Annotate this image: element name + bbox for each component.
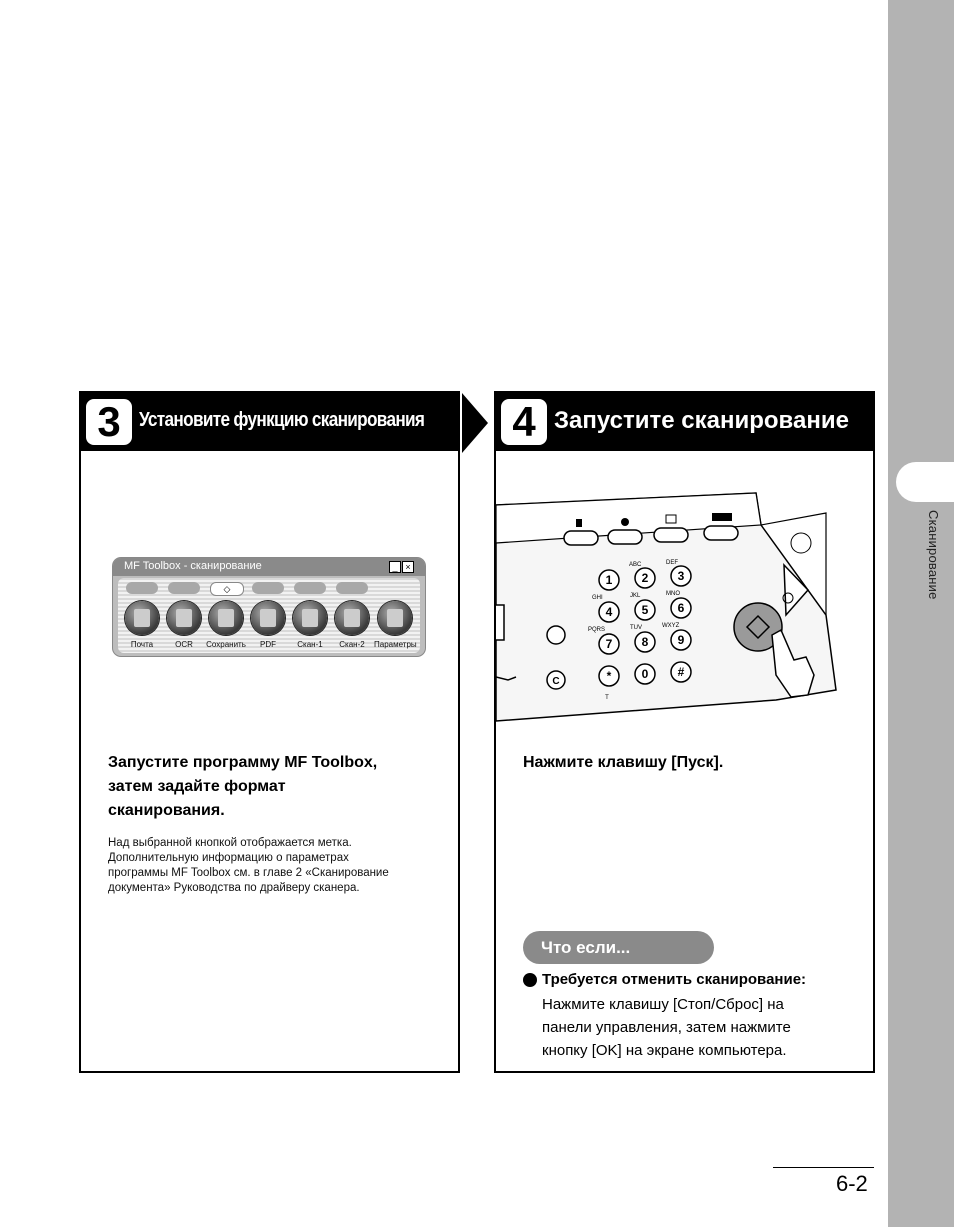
step-3-heading: Запустите программу MF Toolbox, затем задайте формат сканирования.: [108, 754, 378, 819]
sidebar-tab: [896, 462, 954, 502]
minimize-icon[interactable]: _: [389, 561, 401, 573]
contrast-mode-icon: [621, 518, 629, 526]
settings-button-label: Параметры: [374, 640, 417, 649]
ocr-button-label: OCR: [175, 640, 193, 649]
keypad-letters: MNO: [666, 591, 680, 597]
next-step-arrow-icon: [462, 393, 488, 453]
keypad-digit: 4: [605, 605, 613, 619]
mark-slot: [252, 582, 284, 594]
scan-2-icon[interactable]: [335, 601, 369, 635]
keypad-letters: DEF: [666, 560, 678, 566]
keypad-letters: JKL: [630, 593, 641, 599]
keypad-letters: ABC: [629, 562, 642, 568]
sidebar-label: Сканирование: [926, 510, 941, 600]
pdf-button-label: PDF: [260, 640, 276, 649]
mail-button-label: Почта: [130, 640, 154, 649]
settings-icon[interactable]: [378, 601, 412, 635]
keypad-letters: PQRS: [588, 627, 606, 633]
mark-slot: [294, 582, 326, 594]
control-panel-illustration: [496, 485, 873, 725]
save-icon[interactable]: [209, 601, 243, 635]
step-4-title: Запустите сканирование: [554, 407, 849, 434]
keypad-digit: 7: [605, 637, 613, 651]
mode-button-fax: [654, 528, 688, 542]
power-icon: [791, 533, 811, 553]
keypad-letters: GHI: [592, 595, 603, 601]
keypad-digit: 1: [605, 573, 613, 587]
scan-1-icon[interactable]: [293, 601, 327, 635]
what-if-item-title: Требуется отменить сканирование:: [542, 971, 807, 988]
keypad-letters: WXYZ: [662, 623, 680, 629]
keypad-digit: 9: [677, 633, 685, 647]
keypad-digit: #: [677, 665, 685, 679]
keypad-digit: 6: [677, 601, 685, 615]
keypad-digit: *: [606, 669, 612, 683]
scan-2-button-label: Скан-2: [339, 640, 365, 649]
step-3-description: Над выбранной кнопкой отображается метка. Дополнительную информацию о параметрах программы MF Toolbox см. в главе 2 «Сканирование документа» Руководства по драйверу сканера.: [108, 837, 389, 894]
toolbox-body: [118, 578, 420, 653]
toolbox-titlebar: [113, 558, 425, 576]
step-3-panel: [79, 391, 460, 1073]
keypad-digit: 2: [641, 571, 649, 585]
page-number: 6-2: [836, 1171, 868, 1196]
mail-icon[interactable]: [125, 601, 159, 635]
close-icon[interactable]: ×: [402, 561, 414, 573]
step-3-number: 3: [86, 399, 132, 445]
clear-key-label: C: [552, 676, 560, 687]
mode-button-scan: [704, 526, 738, 540]
step-4-number: 4: [501, 399, 547, 445]
save-button-label: Сохранить: [206, 640, 246, 649]
step-4-panel: [494, 391, 875, 1073]
what-if-badge: Что если...: [523, 931, 714, 964]
what-if-item-text: Нажмите клавишу [Стоп/Сброс] на панели управления, затем нажмите кнопку [OK] на экране компьютера.: [542, 996, 791, 1059]
redial-icon: [547, 626, 565, 644]
mark-slot: [168, 582, 200, 594]
keypad-digit: 5: [641, 603, 649, 617]
keypad-letters: TUV: [630, 625, 642, 631]
mark-slot: [336, 582, 368, 594]
mf-toolbox-window: [113, 558, 425, 656]
display-edge: [496, 605, 504, 640]
ocr-icon[interactable]: [167, 601, 201, 635]
mode-button-contrast: [608, 530, 642, 544]
tone-label: T: [605, 695, 609, 701]
scan-mode-icon: [712, 513, 732, 521]
bullet-icon: [523, 973, 537, 987]
keypad-digit: 3: [677, 569, 685, 583]
scan-1-button-label: Скан-1: [297, 640, 323, 649]
step-4-header: [496, 393, 873, 451]
toolbox-title: MF Toolbox - сканирование: [124, 560, 262, 572]
mode-button-copy: [564, 531, 598, 545]
pdf-icon[interactable]: [251, 601, 285, 635]
step-3-title: Установите функцию сканирования: [139, 409, 425, 431]
step-3-header: [81, 393, 458, 451]
keypad-digit: 0: [641, 667, 649, 681]
copy-mode-icon: [576, 519, 582, 527]
selected-mark-icon: ◇: [210, 582, 244, 596]
mark-slot: [126, 582, 158, 594]
footer-rule: [773, 1167, 874, 1168]
step-4-heading: Нажмите клавишу [Пуск].: [523, 754, 724, 771]
keypad-digit: 8: [641, 635, 649, 649]
